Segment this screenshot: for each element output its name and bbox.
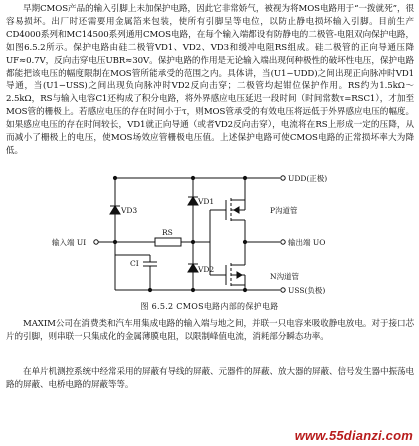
label-rs: RS bbox=[162, 228, 173, 237]
label-vd2: VD2 bbox=[198, 265, 215, 274]
site-watermark: www.55dianzi.com bbox=[294, 428, 413, 443]
rs-resistor bbox=[155, 238, 181, 246]
vd3-diode bbox=[110, 206, 120, 214]
label-ci: CI bbox=[130, 259, 139, 268]
label-vss: USS(负极) bbox=[288, 286, 326, 295]
vd1-diode bbox=[188, 197, 198, 205]
paragraph-protection-circuit: 早期CMOS产品的输入引脚上未加保护电路，因此它非常娇气，被视为将MOS电路用于“一拨就死”，很容易损坏。出厂时还需要用金属箔来包装，使所有引脚呈等电位，以防止静电损坏输入引脚。目前生产CD4000系列和MC14500系列通用CMOS电路，在每个输入端都设有防静电的二极管-电阻双向保护电路，如图6.5.2所示。保护电路由硅二极管VD1、VD2、VD3和缓冲电阻RS组成。硅二极管的正向导通压降UF≈0.7V，反向击穿电压UBR≈30V。保护电路的作用是无论输入端出现何种极性的破坏性电压，保护电路都能把该电压的幅度限制在MOS管所能承受的范围之内。具体讲，当(U1−UDD)之间出现正向脉冲时VD1导通，当(U1−USS)之间出现负向脉冲时VD2反向击穿；二极管均起钳位保护作用。RS约为1.5kΩ～2.5kΩ，RS与输入电容C1还构成了积分电路，将外界感应电压延迟一段时间（时间常数τ=RSC1），才加至MOS管的栅极上。若感应电压的存在时间小于τ，则MOS管承受的有效电压将远低于外界感应电压的幅度。如果感应电压的存在时间较长，VD1就正向导通（或者VD2反向击穿），电流将在RS上形成一定的压降，从而减小了栅极上的电压，使MOS场效应管栅极电压值。上述保护电路可使CMOS电路的正常损坏率大为降低。 bbox=[6, 4, 414, 156]
paragraph-maxim: MAXIM公司在消费类和汽车用集成电路的输入端与地之间，并联一只电容来吸收静电放电。对于接口芯片的引脚，则串联一只集成化的金属薄膜电阻，以限制峰值电流，消耗部分瞬态功率。 bbox=[6, 319, 414, 342]
label-vd1: VD1 bbox=[198, 197, 215, 206]
paragraph-shielding: 在单片机测控系统中经常采用的屏蔽有导线的屏蔽、元器件的屏蔽、放大器的屏蔽、信号发生器中振荡电路的屏蔽、电桥电路的屏蔽等等。 bbox=[6, 367, 414, 390]
label-input: 输入端 UI bbox=[52, 238, 87, 247]
label-vd3: VD3 bbox=[121, 206, 138, 215]
label-vdd: UDD(正极) bbox=[288, 174, 328, 183]
figure-caption: 图 6.5.2 CMOS电路内部的保护电路 bbox=[140, 302, 279, 311]
label-pmos: P沟道管 bbox=[270, 206, 298, 215]
label-output: 输出端 UO bbox=[288, 238, 326, 247]
label-nmos: N沟道管 bbox=[270, 272, 300, 281]
vd2-diode bbox=[188, 264, 198, 272]
